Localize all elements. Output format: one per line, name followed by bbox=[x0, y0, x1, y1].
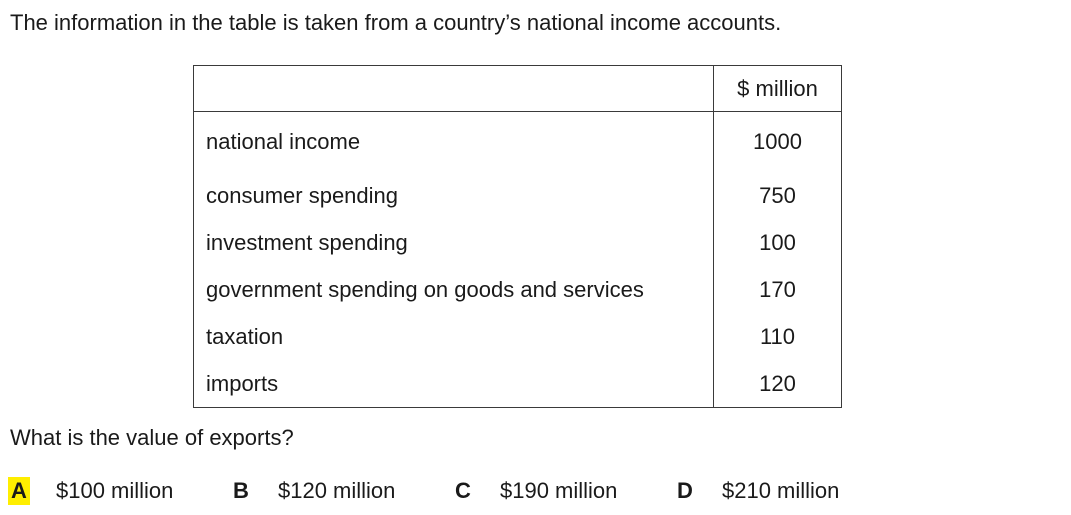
row-label: consumer spending bbox=[194, 172, 714, 219]
row-value: 170 bbox=[714, 266, 842, 313]
row-value: 120 bbox=[714, 360, 842, 408]
option-letter: C bbox=[455, 478, 471, 503]
option-b[interactable] bbox=[230, 477, 395, 505]
row-value: 110 bbox=[714, 313, 842, 360]
row-label: taxation bbox=[194, 313, 714, 360]
row-value: 1000 bbox=[714, 112, 842, 173]
option-text: $190 million bbox=[500, 478, 618, 503]
option-letter: A bbox=[8, 477, 30, 505]
table-row bbox=[194, 266, 842, 313]
option-text: $120 million bbox=[278, 478, 396, 503]
table-row bbox=[194, 313, 842, 360]
table-header-label bbox=[194, 66, 714, 112]
table-row bbox=[194, 112, 842, 173]
table-header-unit: $ million bbox=[714, 66, 842, 112]
table-row bbox=[194, 172, 842, 219]
option-d[interactable] bbox=[674, 477, 839, 505]
intro-text: The information in the table is taken from a country’s national income accounts. bbox=[10, 10, 782, 35]
row-label: investment spending bbox=[194, 219, 714, 266]
question-text: What is the value of exports? bbox=[10, 425, 294, 450]
table-header-row bbox=[194, 66, 842, 112]
option-text: $100 million bbox=[56, 478, 174, 503]
option-c[interactable] bbox=[452, 477, 617, 505]
row-value: 750 bbox=[714, 172, 842, 219]
table-row bbox=[194, 360, 842, 408]
row-label: imports bbox=[194, 360, 714, 408]
table-row bbox=[194, 219, 842, 266]
option-letter: B bbox=[233, 478, 249, 503]
option-letter: D bbox=[677, 478, 693, 503]
row-label: national income bbox=[194, 112, 714, 173]
option-a[interactable] bbox=[8, 477, 173, 505]
option-text: $210 million bbox=[722, 478, 840, 503]
income-accounts-table bbox=[193, 65, 842, 408]
row-value: 100 bbox=[714, 219, 842, 266]
row-label: government spending on goods and services bbox=[194, 266, 714, 313]
